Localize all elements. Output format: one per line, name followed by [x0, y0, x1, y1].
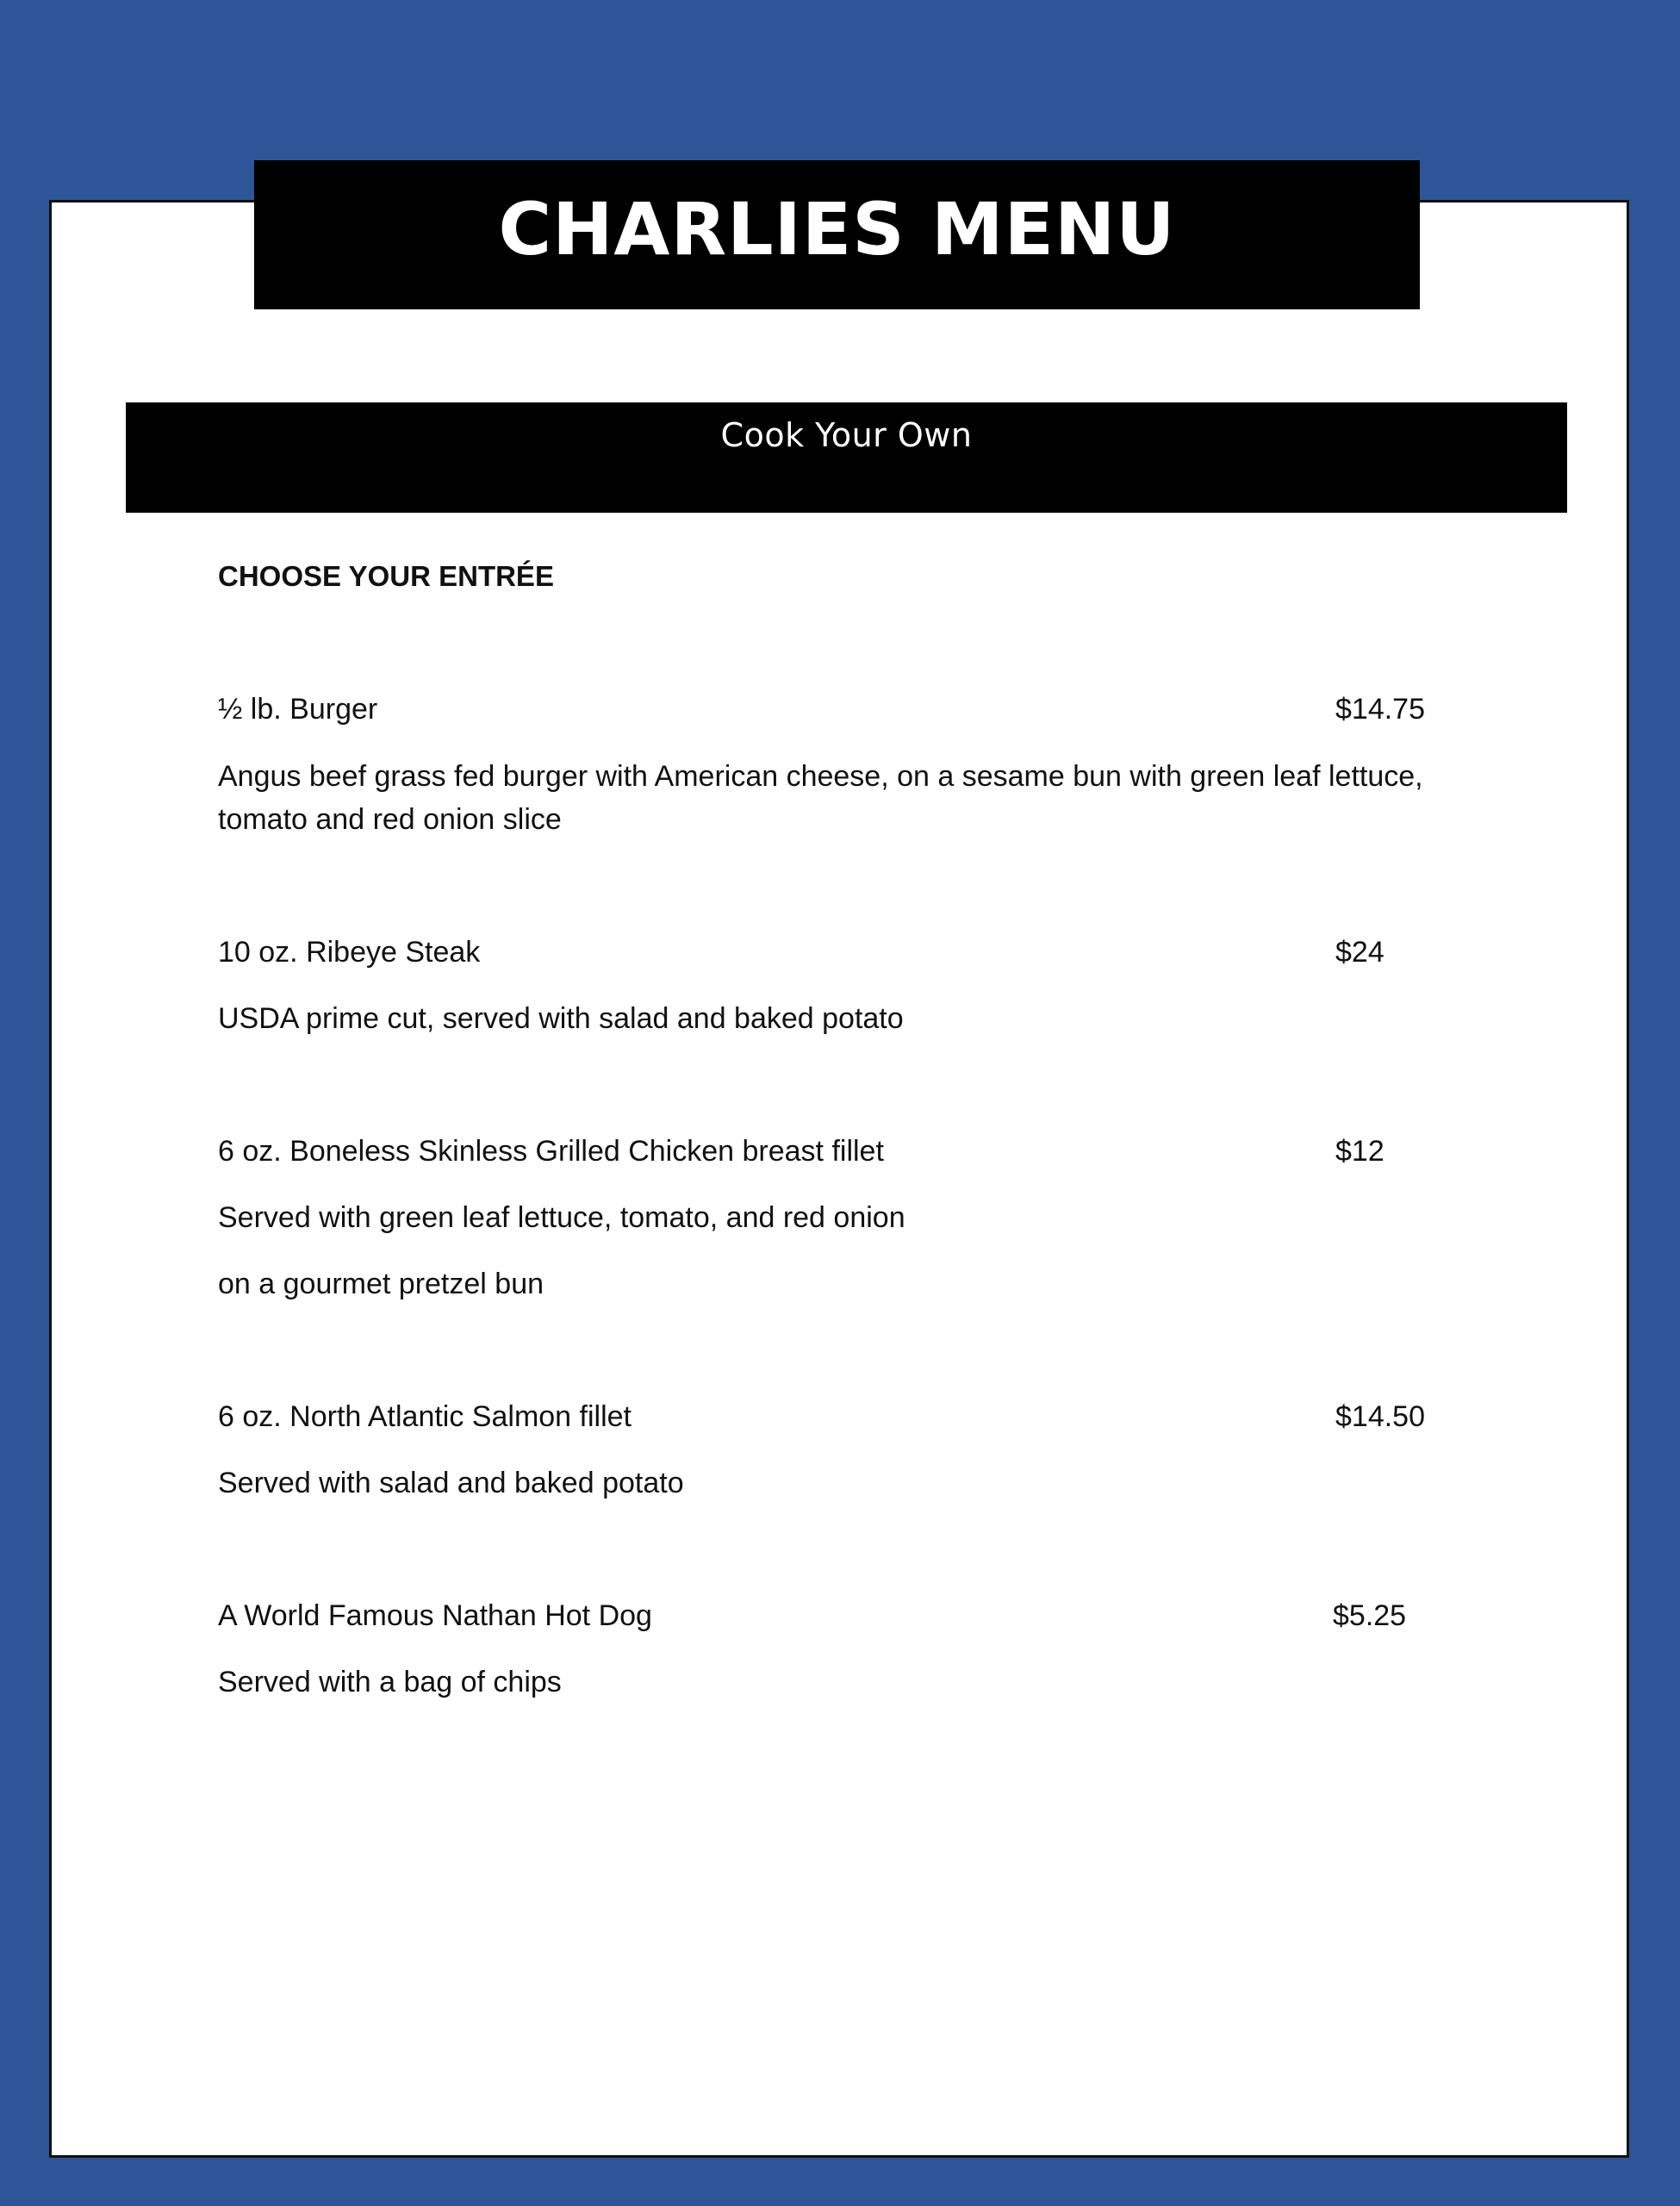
item-desc-burger-line1: Angus beef grass fed burger with American cheese, on a sesame bun with green leaf lettuce, [218, 760, 1423, 793]
item-name-ribeye: 10 oz. Ribeye Steak [218, 936, 481, 969]
item-price-salmon: $14.50 [1335, 1400, 1425, 1433]
item-price-burger: $14.75 [1335, 693, 1425, 726]
item-desc-chicken-line1: Served with green leaf lettuce, tomato, and red onion [218, 1201, 905, 1234]
item-price-chicken: $12 [1335, 1135, 1384, 1168]
item-price-hotdog: $5.25 [1333, 1599, 1407, 1632]
item-desc-burger-line2: tomato and red onion slice [218, 803, 562, 836]
item-name-chicken: 6 oz. Boneless Skinless Grilled Chicken breast fillet [218, 1135, 884, 1168]
title-banner [254, 160, 1420, 309]
section-banner [126, 402, 1567, 513]
item-desc-hotdog: Served with a bag of chips [218, 1666, 562, 1698]
item-name-hotdog: A World Famous Nathan Hot Dog [218, 1599, 652, 1632]
item-name-salmon: 6 oz. North Atlantic Salmon fillet [218, 1400, 632, 1433]
menu-title: CHARLIES MENU [498, 186, 1176, 271]
item-desc-salmon: Served with salad and baked potato [218, 1467, 684, 1499]
item-price-ribeye: $24 [1335, 936, 1384, 969]
item-desc-chicken-line2: on a gourmet pretzel bun [218, 1268, 544, 1300]
item-name-burger: ½ lb. Burger [218, 693, 378, 726]
item-desc-ribeye: USDA prime cut, served with salad and baked potato [218, 1002, 904, 1035]
entree-heading: CHOOSE YOUR ENTRÉE [218, 560, 554, 592]
section-title: Cook Your Own [720, 416, 973, 454]
